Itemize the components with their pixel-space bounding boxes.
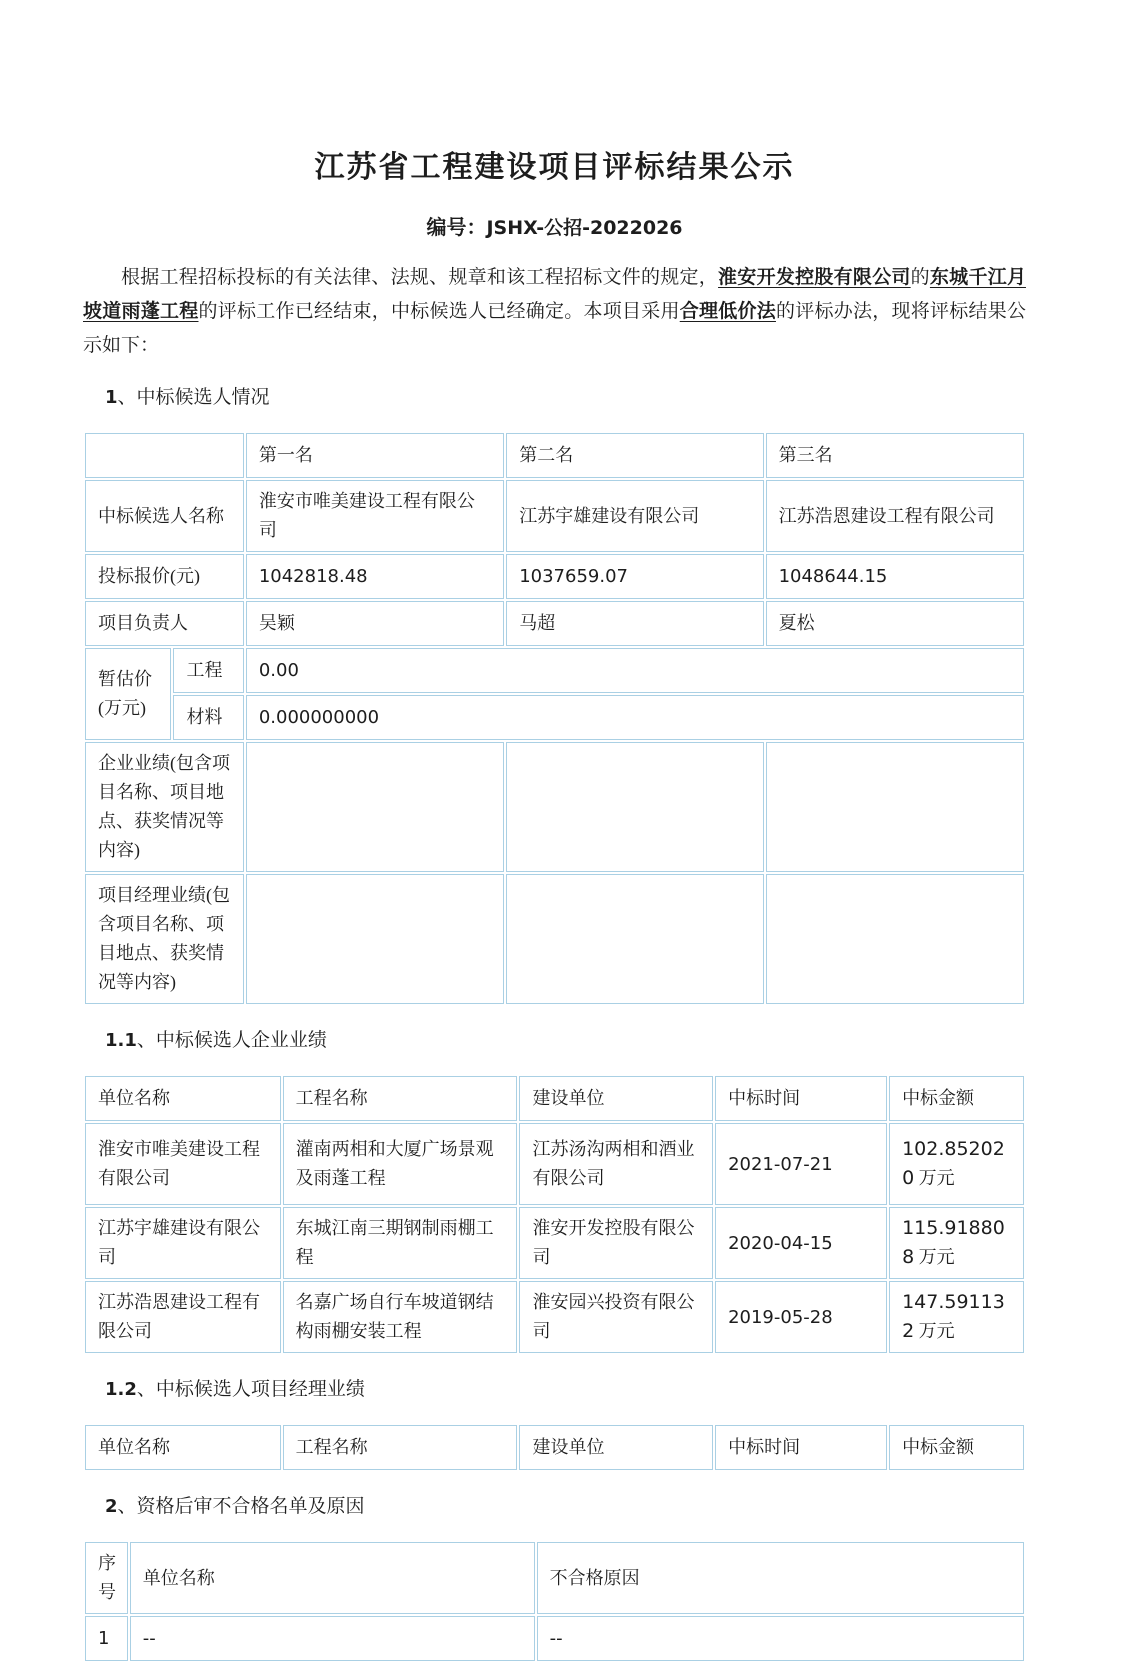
section-2-number: 2	[105, 1496, 118, 1517]
cell-reason: --	[537, 1616, 1024, 1661]
section-1-1-number: 1.1	[105, 1030, 137, 1051]
manager-performance-row	[85, 874, 1024, 1004]
cell-date: 2019-05-28	[715, 1281, 887, 1353]
candidate-3-company-perf	[766, 742, 1024, 872]
amount-unit: 万元	[918, 1321, 955, 1341]
section-2-title: 、资格后审不合格名单及原因	[117, 1496, 365, 1517]
intro-text-2: 的	[910, 267, 930, 288]
intro-text-3: 的评标工作已经结束，中标候选人已经确定。本项目采用	[198, 301, 680, 322]
candidates-header-row	[85, 433, 1024, 478]
column-header-date: 中标时间	[715, 1425, 887, 1470]
cell-date: 2021-07-21	[715, 1123, 887, 1205]
rank-1-header: 第一名	[246, 433, 504, 478]
candidate-1-price: 1042818.48	[246, 554, 504, 599]
column-header-company: 单位名称	[85, 1076, 281, 1121]
amount-unit: 万元	[918, 1168, 955, 1188]
candidate-3-manager-perf	[766, 874, 1024, 1004]
row-label: 企业业绩(包含项目名称、项目地点、获奖情况等内容)	[85, 742, 244, 872]
cell-index: 1	[85, 1616, 128, 1661]
column-header-index: 序号	[85, 1542, 128, 1614]
candidate-2-name: 江苏宇雄建设有限公司	[506, 480, 763, 552]
cell-project: 东城江南三期钢制雨棚工程	[283, 1207, 518, 1279]
amount-value: 102.852020	[902, 1138, 1005, 1189]
estimate-material-row	[85, 695, 1024, 740]
doc-number-value: JSHX-公招-2022026	[486, 217, 683, 239]
column-header-builder: 建设单位	[519, 1425, 713, 1470]
candidate-2-manager-perf	[506, 874, 763, 1004]
cell-company: 淮安市唯美建设工程有限公司	[85, 1123, 281, 1205]
section-1-number: 1	[105, 387, 118, 408]
candidate-2-company-perf	[506, 742, 763, 872]
cell-amount	[889, 1207, 1024, 1279]
doc-number-line	[83, 216, 1026, 240]
corner-cell	[85, 433, 244, 478]
estimate-project-value: 0.00	[246, 648, 1024, 693]
estimate-project-row	[85, 648, 1024, 693]
cell-project: 名嘉广场自行车坡道钢结构雨棚安装工程	[283, 1281, 518, 1353]
table-row	[85, 1281, 1024, 1353]
column-header-amount: 中标金额	[889, 1076, 1024, 1121]
section-1-2-heading	[105, 1377, 1026, 1403]
owner-name-emphasis: 淮安开发控股有限公司	[718, 267, 911, 288]
amount-unit: 万元	[918, 1247, 955, 1267]
cell-company: --	[130, 1616, 535, 1661]
intro-text-1: 根据工程招标投标的有关法律、法规、规章和该工程招标文件的规定，	[121, 267, 719, 288]
section-1-title: 、中标候选人情况	[117, 387, 270, 408]
cell-builder: 江苏汤沟两相和酒业有限公司	[519, 1123, 713, 1205]
rank-3-header: 第三名	[766, 433, 1024, 478]
page-title: 江苏省工程建设项目评标结果公示	[314, 151, 795, 184]
column-header-company: 单位名称	[85, 1425, 281, 1470]
cell-builder: 淮安园兴投资有限公司	[519, 1281, 713, 1353]
column-header-project: 工程名称	[283, 1425, 518, 1470]
candidate-1-manager: 吴颖	[246, 601, 504, 646]
cell-company: 江苏宇雄建设有限公司	[85, 1207, 281, 1279]
section-1-2-title: 、中标候选人项目经理业绩	[136, 1379, 365, 1400]
amount-value: 115.918808	[902, 1217, 1005, 1268]
disqualified-header-row	[85, 1542, 1024, 1614]
section-2-heading	[105, 1494, 1026, 1520]
row-label: 投标报价(元)	[85, 554, 244, 599]
cell-company: 江苏浩恩建设工程有限公司	[85, 1281, 281, 1353]
intro-paragraph	[83, 261, 1026, 363]
disqualified-table	[83, 1540, 1026, 1663]
table-row	[85, 1616, 1024, 1661]
row-label: 项目负责人	[85, 601, 244, 646]
amount-value: 147.591132	[902, 1291, 1005, 1342]
section-1-1-heading	[105, 1028, 1026, 1054]
column-header-builder: 建设单位	[519, 1076, 713, 1121]
estimate-material-value: 0.000000000	[246, 695, 1024, 740]
column-header-amount: 中标金额	[889, 1425, 1024, 1470]
project-manager-row	[85, 601, 1024, 646]
estimate-sub-label: 工程	[173, 648, 243, 693]
bid-price-row	[85, 554, 1024, 599]
candidate-3-name: 江苏浩恩建设工程有限公司	[766, 480, 1024, 552]
section-1-heading	[105, 385, 1026, 411]
candidate-name-row	[85, 480, 1024, 552]
candidate-3-manager: 夏松	[766, 601, 1024, 646]
cell-date: 2020-04-15	[715, 1207, 887, 1279]
table-row	[85, 1207, 1024, 1279]
row-label: 中标候选人名称	[85, 480, 244, 552]
candidate-1-manager-perf	[246, 874, 504, 1004]
enterprise-performance-header-row	[85, 1076, 1024, 1121]
candidate-1-company-perf	[246, 742, 504, 872]
column-header-date: 中标时间	[715, 1076, 887, 1121]
candidate-2-price: 1037659.07	[506, 554, 763, 599]
doc-number-label: 编号：	[426, 217, 487, 239]
cell-builder: 淮安开发控股有限公司	[519, 1207, 713, 1279]
column-header-reason: 不合格原因	[537, 1542, 1024, 1614]
manager-performance-header-row	[85, 1425, 1024, 1470]
section-1-2-number: 1.2	[105, 1379, 137, 1400]
cell-amount	[889, 1281, 1024, 1353]
rank-2-header: 第二名	[506, 433, 763, 478]
intro-text-4: 的评标办法，现将评标结果公示如下：	[83, 301, 1026, 356]
company-performance-row	[85, 742, 1024, 872]
column-header-company: 单位名称	[130, 1542, 535, 1614]
candidate-2-manager: 马超	[506, 601, 763, 646]
candidate-1-name: 淮安市唯美建设工程有限公司	[246, 480, 504, 552]
estimate-sub-label: 材料	[173, 695, 243, 740]
table-row	[85, 1123, 1024, 1205]
column-header-project: 工程名称	[283, 1076, 518, 1121]
cell-project: 灌南两相和大厦广场景观及雨蓬工程	[283, 1123, 518, 1205]
manager-performance-table	[83, 1423, 1026, 1472]
project-name-emphasis: 东城千江月坡道雨蓬工程	[83, 267, 1026, 322]
row-label: 项目经理业绩(包含项目名称、项目地点、获奖情况等内容)	[85, 874, 244, 1004]
enterprise-performance-table	[83, 1074, 1026, 1355]
section-1-1-title: 、中标候选人企业业绩	[136, 1030, 327, 1051]
cell-amount	[889, 1123, 1024, 1205]
method-name-emphasis: 合理低价法	[679, 301, 776, 322]
candidates-table	[83, 431, 1026, 1006]
candidate-3-price: 1048644.15	[766, 554, 1024, 599]
estimate-label: 暂估价(万元)	[85, 648, 171, 740]
